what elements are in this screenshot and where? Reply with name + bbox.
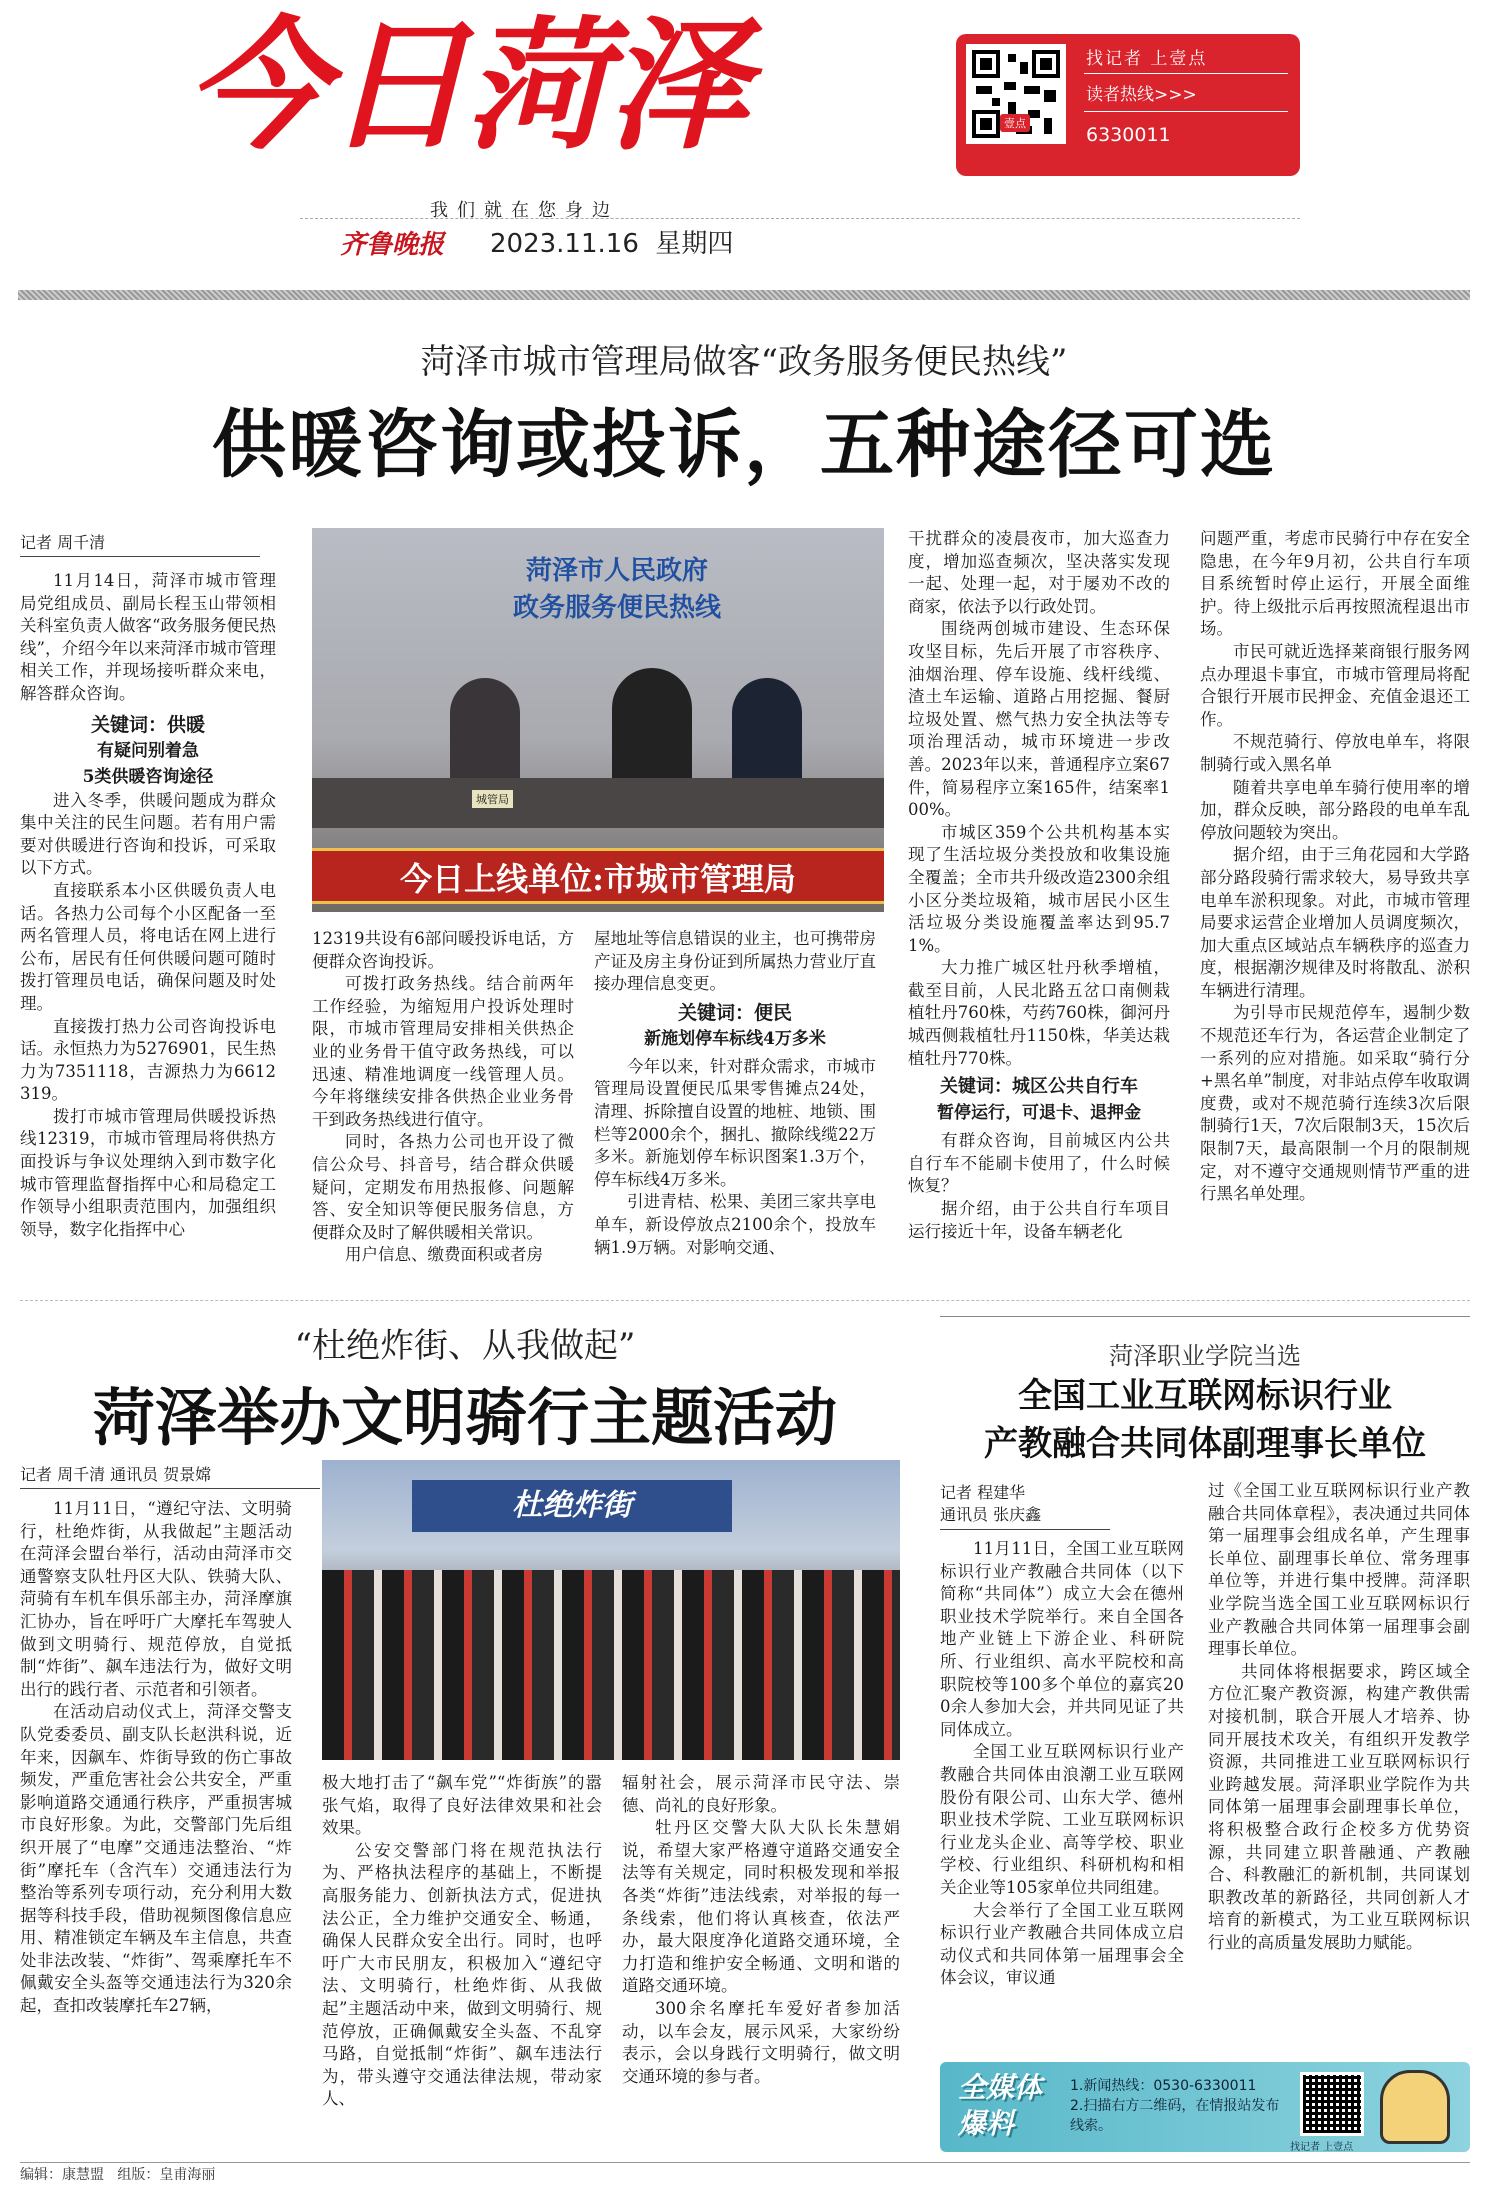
kw2-sub: 新施划停车标线4万多米 (644, 1028, 826, 1049)
a3-headline-line1: 全国工业互联网标识行业 (1018, 1376, 1392, 1416)
a1-p: 屋地址等信息错误的业主，也可携带房产证及房主身份证到所属热力营业厅直接办理信息变更。 (594, 929, 876, 994)
a1-col5 (1200, 528, 1470, 1206)
issue-date (490, 223, 733, 260)
a3-byline-2: 通讯员 张庆鑫 (940, 1505, 1042, 1524)
wall-line1: 菏泽市人民政府 (525, 556, 708, 586)
a1-p: 市民可就近选择莱商银行服务网点办理退卡事宜，市城市管理局将配合银行开展市民押金、充值金退还工作。 (1200, 641, 1470, 729)
qr-top-text: 找记者 上壹点 (1086, 49, 1208, 69)
a1-col4 (908, 528, 1170, 1243)
a3-byline (940, 1482, 1110, 1530)
a1-p: 可拨打政务热线。结合前两年工作经验，为缩短用户投诉处理时限，市城市管理局安排相关供热企业的业务骨干值守政务热线，可以迅速、精准地调度一线管理人员。今年将继续安排各供热企业业务骨干到政务热线进行值守。 (312, 974, 574, 1129)
date-text: 2023.11.16 (490, 229, 639, 259)
ad-title-2: 爆料 (958, 2107, 1015, 2140)
a1-p: 引进青桔、松果、美团三家共享电单车，新设停放点2100余个，投放车辆1.9万辆。对影响交通、 (594, 1192, 876, 1257)
a1-keyword-1 (20, 712, 276, 790)
paper-logo: 齐鲁晚报 (340, 230, 445, 260)
a1-p: 据介绍，由于公共自行车项目运行接近十年，设备车辆老化 (908, 1199, 1170, 1241)
ad-qr-caption: 找记者 上壹点 (1290, 2142, 1354, 2152)
a1-p: 进入冬季，供暖问题成为群众集中关注的民生问题。若有用户需要对供暖进行咨询和投诉，可采取以下方式。 (20, 790, 276, 878)
qr-divider (1084, 73, 1288, 74)
ad-lines (1070, 2076, 1290, 2136)
top-rule (18, 290, 1470, 300)
a3-p: 共同体将根据要求，跨区域全方位汇聚产教资源，构建产教供需对接机制，联合开展人才培养、协同开展技术攻关，有组织开发教学资源，共同推进工业互联网标识行业跨越发展。菏泽职业学院作为共同体第一届理事会副理事长单位，将积极整合政行企校多方优势资源，共同建立职普融通、产教融合、科教融汇的新机制，共同谋划职教改革的新路径，共同创新人才培育的新模式，为工业互联网标识行业的高质量发展助力赋能。 (1208, 1661, 1470, 1952)
a1-col2 (312, 928, 574, 1267)
photo-desk (312, 778, 884, 828)
a2-p: 300余名摩托车爱好者参加活动，以车会友，展示风采，大家纷纷表示，会以身践行文明骑行，做文明交通环境的参与者。 (622, 1998, 900, 2086)
a2-divider (940, 1316, 1470, 1317)
a3-p: 全国工业互联网标识行业产教融合共同体由浪潮工业互联网股份有限公司、山东大学、德州职业技术学院、工业互联网标识行业龙头企业、高等学校、职业学校、行业组织、科研机构和相关企业等105家单位共同组建。 (940, 1742, 1184, 1897)
qr-box (956, 34, 1300, 176)
a3-p: 过《全国工业互联网标识行业产教融合共同体章程》，表决通过共同体第一届理事会组成名单，产生理事长单位、副理事长单位、常务理事单位等，并进行集中授牌。菏泽职业学院当选全国工业互联网标识行业产教融合共同体第一届理事会副理事长单位。 (1208, 1481, 1470, 1659)
a1-col3 (594, 928, 876, 1259)
a3-p: 11月11日，全国工业互联网标识行业产教融合共同体（以下简称“共同体”）成立大会在德州职业技术学院举行。来自全国各地产业链上下游企业、科研院所、行业组织、高水平院校和高职院校等100多个单位的嘉宾200余人参加大会，并共同见证了共同体成立。 (940, 1539, 1184, 1739)
kw2-title: 关键词：便民 (677, 1001, 792, 1024)
qr-badge: 壹点 (1000, 114, 1030, 132)
ad-line-2: 2.扫描右方二维码，在情报站发布线索。 (1070, 2098, 1280, 2134)
a2-p: 公安交警部门将在规范执法行为、严格执法程序的基础上，不断提高服务能力、创新执法方式，促进执法公正，全力维护交通安全、畅通，确保人民群众安全出行。同时，也呼吁广大市民朋友，积极加入“遵纪守法、文明骑行，杜绝炸街、从我做起”主题活动中来，做到文明骑行、规范停放，正确佩戴安全头盔、不乱穿马路，自觉抵制“炸街”、飙车违法行为，带头遵守交通法律法规，带动家人、 (322, 1840, 602, 2109)
ad-mascot-icon (1380, 2070, 1450, 2144)
photo-banner-2: 杜绝炸街 (412, 1480, 732, 1532)
ad-box (940, 2062, 1470, 2152)
kw1-sub2: 5类供暖咨询途径 (82, 766, 214, 787)
a3-headline-line2: 产教融合共同体副理事长单位 (984, 1424, 1426, 1464)
footer-layout: 组版：皇甫海丽 (117, 2167, 216, 2183)
photo-person-2 (612, 668, 692, 788)
a2-p: 11月11日，“遵纪守法、文明骑行，杜绝炸街，从我做起”主题活动在菏泽会盟台举行，活动由菏泽市交通警察支队牡丹区大队、铁骑大队、菏骑有车机车俱乐部主办，菏泽摩旗汇协办，旨在呼吁广大摩托车驾驶人做到文明骑行、规范停放，自觉抵制“炸街”、飙车违法行为，做好文明出行的践行者、示范者和引领者。 (20, 1499, 292, 1699)
qr-divider-2 (1084, 111, 1288, 112)
a1-p: 拨打市城市管理局供暖投诉热线12319，市城市管理局将供热方面投诉与争议处理纳入到市数字化城市管理监督指挥中心和局稳定工作领导小组职责范围内，加强组织领导，数字化指挥中心 (20, 1106, 276, 1239)
a3-headline (940, 1372, 1470, 1468)
masthead-slogan: 我们就在您身边 (430, 200, 619, 221)
photo-wall-sign (452, 550, 782, 624)
footer (20, 2164, 215, 2184)
a3-col2 (1208, 1480, 1470, 1954)
photo-banner: 今日上线单位:市城市管理局 (312, 848, 884, 904)
a2-kicker: “杜绝炸街、从我做起” (294, 1326, 636, 1366)
a1-p: 11月14日，菏泽市城市管理局党组成员、副局长程玉山带领相关科室负责人做客“政务服务便民热线”，介绍今年以来菏泽市城市管理相关工作，并现场接听群众来电，解答群众咨询。 (20, 571, 276, 703)
a1-p: 干扰群众的凌晨夜市，加大巡查力度，增加巡查频次，坚决落实发现一起、处理一起，对于屡劝不改的商家，依法予以行政处罚。 (908, 529, 1170, 616)
a3-p: 大会举行了全国工业互联网标识行业产教融合共同体成立启动仪式和共同体第一届理事会全体会议，审议通 (940, 1900, 1184, 1988)
photo-crowd (322, 1570, 900, 1760)
a1-byline: 记者 周千清 (20, 530, 260, 557)
qr-code[interactable] (966, 44, 1066, 144)
wall-line2: 政务服务便民热线 (512, 593, 721, 623)
photo-nameplate: 城管局 (472, 790, 513, 808)
kw1-sub: 有疑问别着急 (97, 740, 199, 761)
qr-panel (1080, 42, 1292, 168)
kw1-title: 关键词：供暖 (90, 713, 205, 736)
ad-title (958, 2070, 1042, 2142)
a1-p: 市城区359个公共机构基本实现了生活垃圾分类投放和收集设施全覆盖；全市共升级改造2300余组小区分类垃圾箱，城市居民小区生活垃圾分类设施覆盖率达到95.71%。 (908, 822, 1170, 955)
a2-p: 辐射社会，展示菏泽市民守法、崇德、尚礼的良好形象。 (622, 1773, 900, 1815)
a3-byline-1: 记者 程建华 (940, 1483, 1026, 1502)
a1-p: 今年以来，针对群众需求，市城市管理局设置便民瓜果零售摊点24处，清理、拆除擅自设置的地桩、地锁、围栏等2000余个，捆扎、撤除线缆22万多米。新施划停车标识图案1.3万个，停车标线4万多米。 (594, 1056, 876, 1189)
a1-p: 12319共设有6部问暖投诉电话，方便群众咨询投诉。 (312, 929, 574, 971)
a3-col1 (940, 1538, 1184, 1990)
a1-keyword-2 (594, 1000, 876, 1052)
a1-p: 有群众咨询，目前城区内公共自行车不能刷卡使用了，什么时候恢复？ (908, 1131, 1170, 1196)
footer-rule (20, 2162, 1470, 2163)
a2-p: 极大地打击了“飙车党”“炸街族”的嚣张气焰，取得了良好法律效果和社会效果。 (322, 1773, 602, 1838)
a1-p: 为引导市民规范停车，遏制少数不规范还车行为，各运营企业制定了一系列的应对措施。如采取“骑行分+黑名单”制度，对非站点停车收取调度费，或对不规范骑行连续3次后限制骑行1天，7次后限制3天，15次后限制7天，最高限制一个月的限制规定，对不遵守交通规则情节严重的进行黑名单处理。 (1200, 1003, 1470, 1204)
a1-p: 同时，各热力公司也开设了微信公众号、抖音号，结合群众供暖疑问，定期发布用热报修、问题解答、安全知识等便民服务信息，方便群众及时了解供暖相关常识。 (312, 1132, 574, 1242)
a2-col3 (622, 1772, 900, 2088)
weekday-text: 星期四 (655, 229, 734, 259)
a1-photo (312, 528, 884, 912)
a1-divider (20, 1300, 1470, 1301)
a2-photo (322, 1460, 900, 1760)
ad-line-1: 1.新闻热线：0530-6330011 (1070, 2078, 1257, 2094)
kw3-title: 关键词：城区公共自行车 (940, 1076, 1138, 1098)
a2-col2 (322, 1772, 602, 2111)
footer-editor: 编辑：康慧盟 (20, 2167, 104, 2183)
a2-byline: 记者 周千清 通讯员 贺景嫦 (20, 1462, 320, 1489)
ad-title-1: 全媒体 (958, 2071, 1043, 2104)
a2-p: 在活动启动仪式上，菏泽交警支队党委委员、副支队长赵洪科说，近年来，因飙车、炸街导致的伤亡事故频发，严重危害社会公共安全，严重影响道路交通通行秩序，严重损害城市良好形象。为此，交警部门先后组织开展了“电摩”交通违法整治、“炸街”摩托车（含汽车）交通违法行为整治等系列专项行动，充分利用大数据等科技手段，借助视频图像信息应用、精准锁定车辆及车主信息，共查处非法改装、“炸街”、驾乘摩托车不佩戴安全头盔等交通违法行为320余起，查扣改装摩托车27辆， (20, 1702, 292, 2016)
a1-keyword-3 (908, 1074, 1170, 1126)
photo-person-1 (450, 678, 520, 788)
a2-col1 (20, 1498, 292, 2018)
a1-p: 直接联系本小区供暖负责人电话。各热力公司每个小区配备一至两名管理人员，将电话在网上进行公布，居民有任何供暖问题可随时拨打管理员电话，确保问题及时处理。 (20, 880, 276, 1013)
a1-p: 大力推广城区牡丹秋季增植，截至目前，人民北路五岔口南侧栽植牡丹760株，芍药760株，御河丹城西侧栽植牡丹1150株，华美达栽植牡丹770株。 (908, 958, 1170, 1068)
a3-kicker: 菏泽职业学院当选 (1109, 1342, 1301, 1370)
hotline-label: 读者热线>>> (1086, 85, 1197, 105)
a1-p: 围绕两创城市建设、生态环保攻坚目标，先后开展了市容秩序、油烟治理、停车设施、线杆线缆、渣土车运输、道路占用挖掘、餐厨垃圾处置、燃气热力安全执法等专项治理活动，城市环境进一步改善。2023年以来，普通程序立案67件，简易程序立案165件，结案率100%。 (908, 619, 1170, 820)
a1-kicker: 菏泽市城市管理局做客“政务服务便民热线” (420, 342, 1068, 382)
masthead-dots (300, 218, 1300, 219)
a2-p: 牡丹区交警大队大队长朱慧娟说，希望大家严格遵守道路交通安全法等有关规定，同时积极发现和举报各类“炸街”违法线索，对举报的每一条线索，他们将认真核查，依法严办，最大限度净化道路交通环境，全力打造和维护安全畅通、文明和谐的道路交通环境。 (622, 1818, 900, 1996)
a1-p: 用户信息、缴费面积或者房 (345, 1245, 543, 1265)
a1-headline: 供暖咨询或投诉，五种途径可选 (212, 402, 1276, 488)
photo-person-3 (732, 678, 802, 788)
a1-p: 据介绍，由于三角花园和大学路部分路段骑行需求较大，易导致共享电单车淤积现象。对此，市城市管理局要求运营企业增加人员调度频次，加大重点区域站点车辆秩序的巡查力度，根据潮汐规律及时将散乱、淤积车辆进行清理。 (1200, 845, 1470, 1000)
kw3-sub: 暂停运行，可退卡、退押金 (937, 1103, 1141, 1124)
a1-p: 随着共享电单车骑行使用率的增加，群众反映，部分路段的电单车乱停放问题较为突出。 (1200, 777, 1470, 842)
masthead-logo: 今日菏泽 (186, 4, 746, 169)
a2-headline: 菏泽举办文明骑行主题活动 (92, 1381, 837, 1454)
a1-p: 问题严重，考虑市民骑行中存在安全隐患，在今年9月初，公共自行车项目系统暂时停止运行，开展全面维护。待上级批示后再按照流程退出市场。 (1200, 529, 1470, 639)
hotline-number: 6330011 (1086, 124, 1171, 146)
a1-p: 直接拨打热力公司咨询投诉电话。永恒热力为5276901，民生热力为7351118，吉源热力为6612319。 (20, 1016, 276, 1104)
ad-qr-code[interactable] (1300, 2072, 1364, 2136)
a1-p: 不规范骑行、停放电单车，将限制骑行或入黑名单 (1200, 732, 1470, 774)
a1-col1 (20, 570, 276, 1241)
